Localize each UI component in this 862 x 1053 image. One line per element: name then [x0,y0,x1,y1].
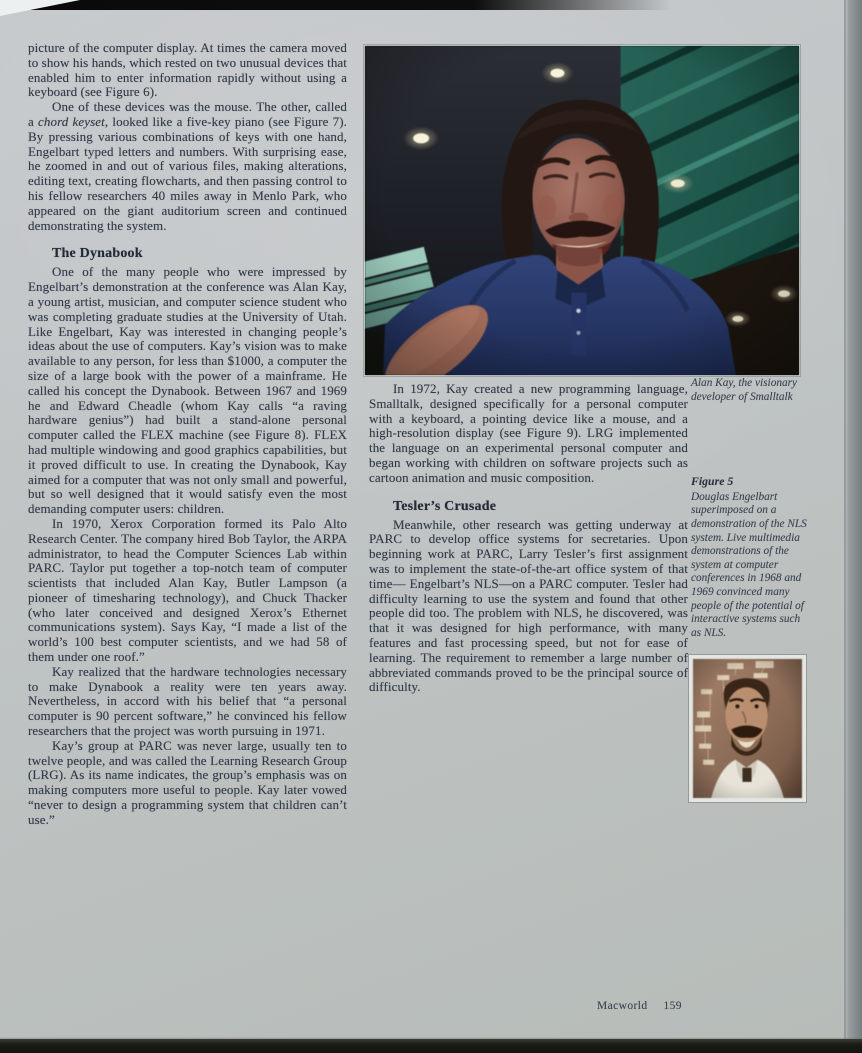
caption-sidebar [691,377,808,640]
figure5-caption: Douglas Engelbart superimposed on a demonstration of the NLS system. Live multimedia demonstrations of the system at computer conferences in 1968 and 1969 convinced many people of the potential of interactive systems such as NLS. [691,490,807,639]
section-heading-the-dynabook: The Dynabook [52,246,143,262]
alan-kay-photo-art [365,46,799,375]
article-column-middle [369,382,688,695]
page-bottom-shadow [0,1039,862,1053]
figure5-label: Figure 5 [691,474,734,489]
paragraph: Meanwhile, other research was getting underway at PARC to develop office systems for secretaries. Upon beginning work at PARC, Larry Tesler’s first assignment was to implement the state-of-the-art office system of that time— Engelbart’s NLS—on a PARC computer. Tesler had difficulty learning to use the system and found that other people did too. The problem with NLS, he discovered, was that it was designed for high performance, with many features and fast processing speed, but not for ease of learning. The requirement to remember a large number of abbreviated commands proved to be the principal source of difficulty. [369,516,688,695]
page-number: 159 [663,1000,682,1012]
paragraph: One of the many people who were impressed by Engelbart’s demonstration at the conference was Alan Kay, a young artist, musician, and computer science student who was completing graduate studies at the University of Utah. Like Engelbart, Kay was interested in changing people’s ideas about the use of computers. Kay’s vision was to make available to any person, for less than $1000, a computer the size of a large book with the power of a mainframe. He called his concept the Dynabook. Between 1967 and 1969 he and Edward Cheadle (whom Kay calls “a raving hardware genius”) had built a stand-alone personal computer called the FLEX machine (see Figure 8). FLEX had multiple windowing and good graphics capabilities, but it proved difficult to use. In creating the Dynabook, Kay aimed for a computer that was not only small and powerful, but so well designed that it would satisfy even the most demanding computer users: children. [28,264,347,517]
page-corner-glint [0,0,80,16]
paragraph: In 1972, Kay created a new programming language, Smalltalk, designed specifically for a personal computer with a keyboard, a pointing device like a mouse, and a high-resolution display (see Figure 9). LRG implemented the language on an experimental personal computer and began working with children on software projects such as cartoon animation and music composition. [369,381,688,485]
paragraph: Kay realized that the hardware technologies necessary to make Dynabook a reality were ten years away. Nevertheless, in accord with his belief that “a personal computer is 90 percent software,” he convinced his fellow researchers that the project was worth pursuing in 1971. [28,663,347,739]
section-heading-teslers-crusade: Tesler’s Crusade [393,498,497,514]
figure5-photo [689,655,806,802]
magazine-name: Macworld [597,1000,648,1012]
paragraph: picture of the computer display. At times the camera moved to show his hands, which rested on two unusual devices that enabled him to enter information rapidly without using a keyboard (see Figure 6). [28,40,347,100]
italic-term-chord-keyset: chord keyset [38,113,105,129]
alan-kay-photo [364,45,800,376]
page-right-shadow [845,0,862,1053]
paragraph [28,100,347,233]
paragraph-text: , looked like a five-key piano (see Figure 7). By pressing various combinations of keys with one hand, Engelbart typed letters and numbers. With surprising ease, he zoomed in and out of various files, making alterations, editing text, creating flowcharts, and then passing control to his fellow researchers 40 miles away in Menlo Park, who appeared on the giant auditorium screen and continued demonstrating the system. [28,113,347,233]
alan-kay-photo-caption: Alan Kay, the visionary developer of Smalltalk [691,377,798,403]
paragraph: Kay’s group at PARC was never large, usually ten to twelve people, and was called the Learning Research Group (LRG). As its name indicates, the group’s emphasis was on making computers more useful to people. Kay later vowed “never to design a programming system that children can’t use.” [28,737,347,827]
page-footer [597,1000,682,1012]
article-column-left [28,41,347,828]
page-top-shadow [0,0,862,10]
paragraph-text: One of these devices was the mouse. The other, called a [28,99,347,129]
figure5-photo-art [693,659,802,798]
paragraph: In 1970, Xerox Corporation formed its Palo Alto Research Center. The company hired Bob Taylor, the ARPA administrator, to head the Computer Sciences Lab within PARC. Taylor put together a top-notch team of computer scientists that included Alan Kay, Butler Lampson (a pioneer of timesharing technology), and Chuck Thacker (who later conceived and designed Xerox’s Ethernet communications system). Says Kay, “I made a list of the world’s 100 best computer scientists, and we had 58 of them under one roof.” [28,515,347,665]
